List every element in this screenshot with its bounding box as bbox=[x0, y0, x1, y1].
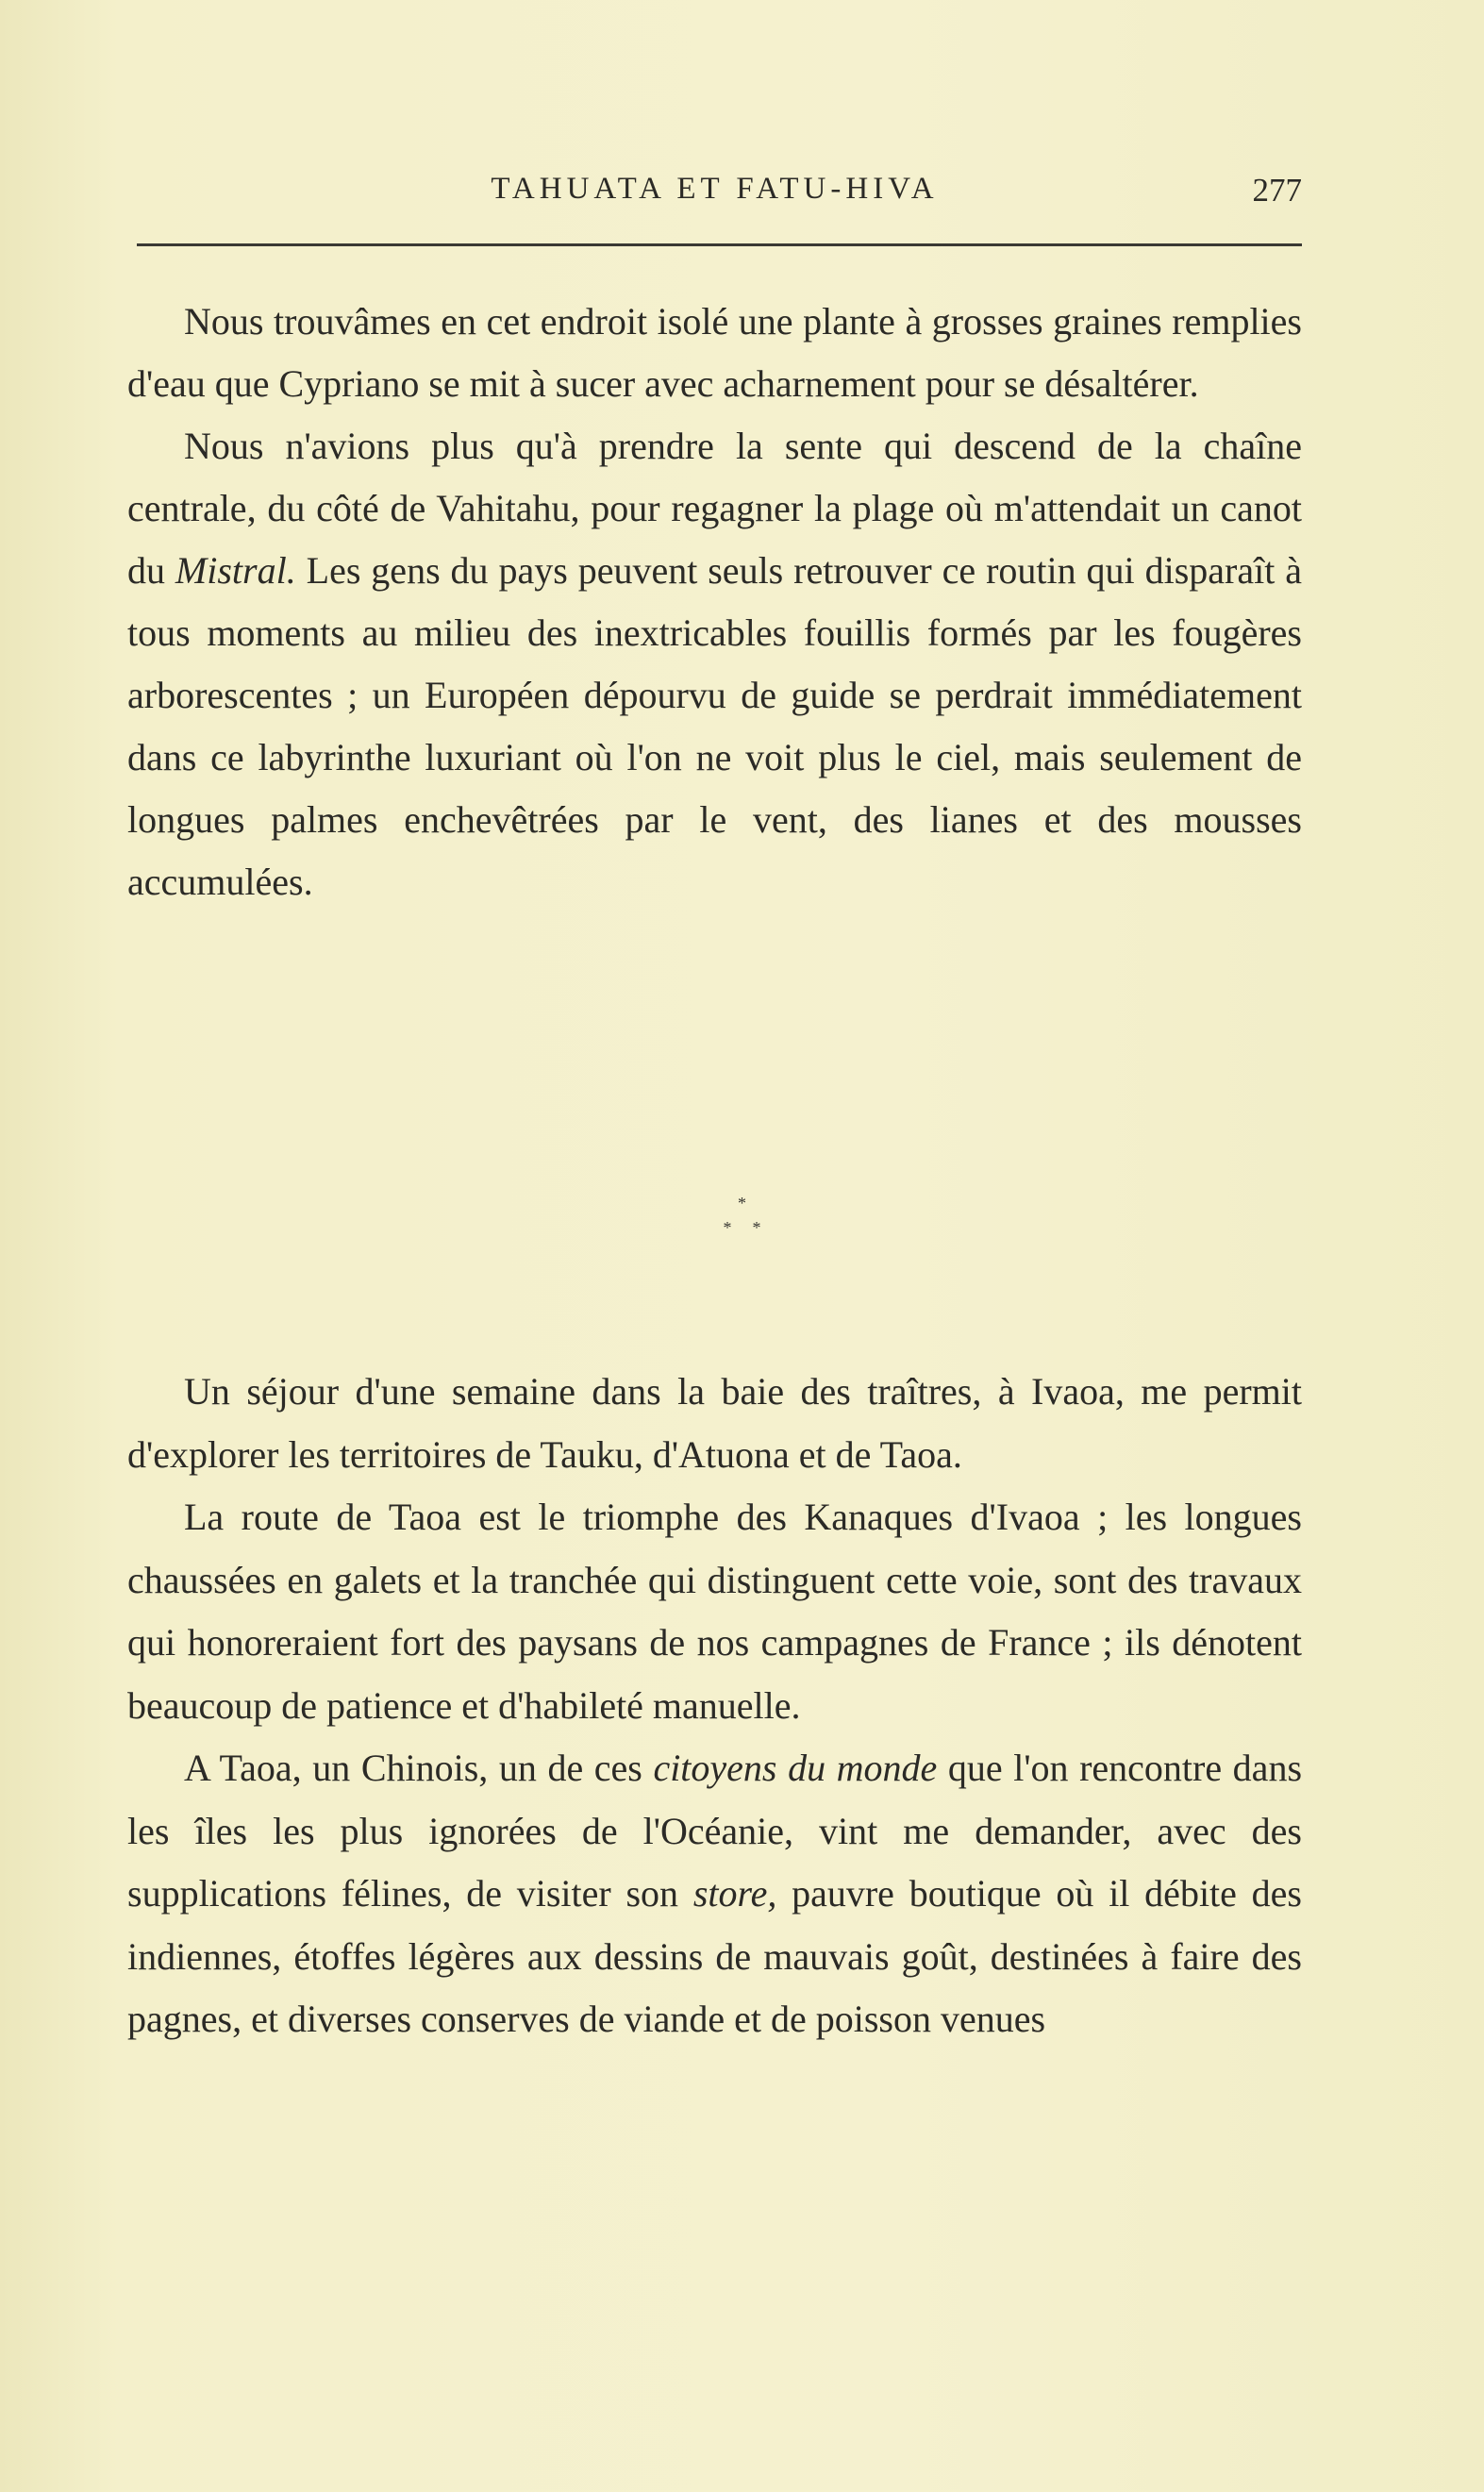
page-header bbox=[127, 172, 1302, 219]
italic-text-run: citoyens du monde bbox=[653, 1747, 938, 1789]
section-2-text bbox=[127, 1361, 1302, 2051]
italic-text-run: Mistral. bbox=[175, 549, 296, 592]
asterisk-top: * bbox=[738, 1194, 746, 1213]
paragraph bbox=[127, 1737, 1302, 2051]
text-run: Les gens du pays peuvent seuls retrouver ce routin qui disparaît à tous moments au milieu des inextricables fouillis formés par les fougères arborescentes ; un Européen dépourvu de guide se perdrait immédiatement dans ce labyrinthe luxuriant où l'on ne voit plus le ciel, mais seulement de longues palmes enchevêtrées par le vent, des lianes et des mousses accumulées. bbox=[127, 549, 1302, 903]
running-title: TAHUATA ET FATU-HIVA bbox=[491, 172, 939, 206]
header-rule bbox=[137, 243, 1302, 246]
text-run: que l'on rencontre dans les îles les plus ignorées de l'Océanie, vint me demander, avec des supplications félines, de visiter son bbox=[127, 1747, 1303, 1915]
text-run: La route de Taoa est le triomphe des Kanaques d'Ivaoa ; les longues chaussées en galets et la tranchée qui distinguent cette voie, sont des travaux qui honoreraient fort des paysans de nos campagnes de France ; ils dénotent beaucoup de patience et d'habileté manuelle. bbox=[127, 1496, 1302, 1727]
section-1-text bbox=[127, 291, 1302, 913]
text-run: Un séjour d'une semaine dans la baie des traîtres, à Ivaoa, me permit d'explorer les territoires de Tauku, d'Atuona et de Taoa. bbox=[127, 1370, 1302, 1476]
paragraph bbox=[127, 415, 1302, 913]
asterisk-bottom: ** bbox=[723, 1218, 782, 1237]
page-number: 277 bbox=[1252, 172, 1302, 209]
italic-text-run: store, bbox=[692, 1872, 777, 1915]
text-run: Nous n'avions plus qu'à prendre la sente qui descend de la chaîne centrale, du côté de Vahitahu, pour regagner la plage où m'attendait un canot du bbox=[127, 425, 1302, 592]
paragraph bbox=[127, 291, 1302, 415]
paragraph bbox=[127, 1361, 1302, 1486]
text-run: Nous trouvâmes en cet endroit isolé une plante à grosses graines remplies d'eau que Cypriano se mit à sucer avec acharnement pour se désaltérer. bbox=[127, 300, 1302, 405]
paragraph bbox=[127, 1486, 1302, 1737]
text-run: A Taoa, un Chinois, un de ces bbox=[184, 1747, 654, 1789]
section-break-asterisms bbox=[0, 1191, 1484, 1247]
text-run: pauvre boutique où il débite des indiennes, étoffes légères aux dessins de mauvais goût, destinées à faire des pagnes, et diverses conserves de viande et de poisson venues bbox=[127, 1872, 1303, 2040]
